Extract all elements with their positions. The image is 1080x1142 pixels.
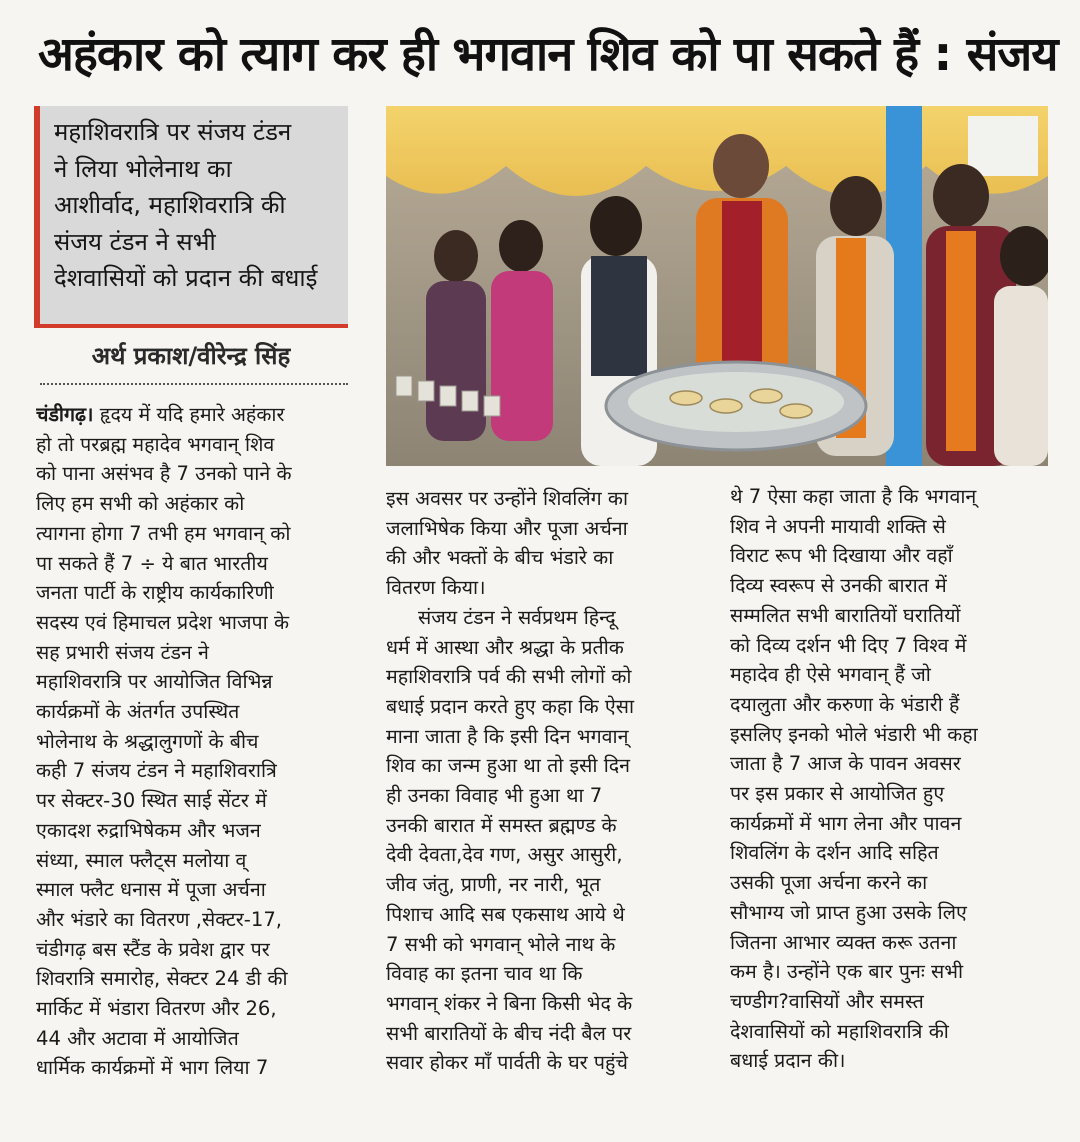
text-line: इसलिए इनको भोले भंडारी भी कहा xyxy=(730,722,978,746)
text-line: पिशाच आदि सब एकसाथ आये थे xyxy=(386,902,625,926)
deck-box xyxy=(34,106,348,326)
text-line: पर इस प्रकार से आयोजित हुए xyxy=(730,782,945,806)
text-line: स्माल फ्लैट धनास में पूजा अर्चना xyxy=(36,878,266,902)
text-line: बधाई प्रदान करते हुए कहा कि ऐसा xyxy=(386,694,635,718)
text-line: जीव जंतु, प्राणी, नर नारी, भूत xyxy=(386,873,601,897)
text-line: पर सेक्टर-30 स्थित साई सेंटर में xyxy=(36,789,267,813)
text-line: सम्मलित सभी बारातियों घरातियों xyxy=(730,603,961,627)
text-line: त्यागना होगा 7 तभी हम भगवान् को xyxy=(36,521,291,545)
text-line: बधाई प्रदान की। xyxy=(730,1049,846,1073)
text-line: को पाना असंभव है 7 उनको पाने के xyxy=(36,462,292,486)
text-line: पा सकते हैं 7 ÷ ये बात भारतीय xyxy=(36,551,268,575)
text-line: शिवलिंग के दर्शन आदि सहित xyxy=(730,841,939,865)
text-line: महाशिवरात्रि पर्व की सभी लोगों को xyxy=(386,665,632,689)
text-line: हो तो परब्रह्म महादेव भगवान् शिव xyxy=(36,432,275,456)
article-column-3 xyxy=(730,482,1048,1076)
article-column-2 xyxy=(386,484,700,1078)
deck-line: ने लिया भोलेनाथ का xyxy=(54,154,232,183)
text-line: थे 7 ऐसा कहा जाता है कि भगवान् xyxy=(730,485,977,508)
byline-divider xyxy=(40,383,348,385)
text-line: ही उनका विवाह भी हुआ था 7 xyxy=(386,784,603,808)
text-line: विराट रूप भी दिखाया और वहाँ xyxy=(730,544,953,568)
text-line: सभी बारातियों के बीच नंदी बैल पर xyxy=(386,1021,632,1045)
text-line: उसकी पूजा अर्चना करने का xyxy=(730,871,928,895)
text-line: जितना आभार व्यक्त करू उतना xyxy=(730,930,957,954)
text-line: को दिव्य दर्शन भी दिए 7 विश्व में xyxy=(730,633,967,657)
text-line: भोलेनाथ के श्रद्धालुगणों के बीच xyxy=(36,729,259,753)
text-line: धार्मिक कार्यक्रमों में भाग लिया 7 xyxy=(36,1056,269,1080)
text-line: देवी देवता,देव गण, असुर आसुरी, xyxy=(386,843,623,867)
text-line: सौभाग्य जो प्राप्त हुआ उसके लिए xyxy=(730,900,967,924)
news-photo xyxy=(386,106,1048,466)
text-line: जाता है 7 आज के पावन अवसर xyxy=(730,752,961,776)
text-span: हृदय में यदि हमारे अहंकार xyxy=(93,403,285,426)
text-line: दिव्य स्वरूप से उनकी बारात में xyxy=(730,574,947,598)
text-line xyxy=(36,400,352,430)
deck-divider xyxy=(34,324,348,328)
text-line: विवाह का इतना चाव था कि xyxy=(386,962,583,986)
text-line: कही 7 संजय टंडन ने महाशिवरात्रि xyxy=(36,759,277,783)
text-line: सदस्य एवं हिमाचल प्रदेश भाजपा के xyxy=(36,610,290,634)
text-line: उनकी बारात में समस्त ब्रह्मण्ड के xyxy=(386,813,617,837)
text-line: जनता पार्टी के राष्ट्रीय कार्यकारिणी xyxy=(36,581,274,605)
deck-line: संजय टंडन ने सभी xyxy=(54,227,216,256)
deck-line: देशवासियों को प्रदान की बधाई xyxy=(54,264,318,292)
deck-line: महाशिवरात्रि पर संजय टंडन xyxy=(54,118,292,146)
text-line: शिवरात्रि समारोह, सेक्टर 24 डी की xyxy=(36,967,288,991)
headline: अहंकार को त्याग कर ही भगवान शिव को पा सकते हैं : संजय xyxy=(38,27,1058,82)
text-line: लिए हम सभी को अहंकार को xyxy=(36,492,245,516)
window-light xyxy=(968,116,1038,176)
text-line: 44 और अटावा में आयोजित xyxy=(36,1026,239,1050)
text-line: चंडीगढ़ बस स्टैंड के प्रवेश द्वार पर xyxy=(36,937,270,961)
text-line: कार्यक्रमों में भाग लेना और पावन xyxy=(730,811,962,835)
text-line: इस अवसर पर उन्होंने शिवलिंग का xyxy=(386,487,629,510)
text-line: सह प्रभारी संजय टंडन ने xyxy=(36,640,209,664)
article-column-1 xyxy=(36,400,352,1083)
text-line: कम है। उन्होंने एक बार पुनः सभी xyxy=(730,960,964,984)
text-line: शिव ने अपनी मायावी शक्ति से xyxy=(730,514,946,538)
text-line: कार्यक्रमों के अंतर्गत उपस्थित xyxy=(36,700,240,724)
text-line: की और भक्तों के बीच भंडारे का xyxy=(386,546,614,570)
dateline: चंडीगढ़। xyxy=(36,403,94,426)
text-line: एकादश रुद्राभिषेकम और भजन xyxy=(36,818,261,842)
text-line: मार्किट में भंडारा वितरण और 26, xyxy=(36,997,277,1021)
text-line: वितरण किया। xyxy=(386,576,486,600)
text-line: धर्म में आस्था और श्रद्धा के प्रतीक xyxy=(386,635,624,659)
text-line: भगवान् शंकर ने बिना किसी भेद के xyxy=(386,991,633,1015)
text-line: दयालुता और करुणा के भंडारी हैं xyxy=(730,692,960,716)
text-line: सवार होकर माँ पार्वती के घर पहुंचे xyxy=(386,1051,628,1075)
text-line: संध्या, स्माल फ्लैट्स मलोया व् xyxy=(36,848,247,872)
text-line: शिव का जन्म हुआ था तो इसी दिन xyxy=(386,754,631,778)
text-line: जलाभिषेक किया और पूजा अर्चना xyxy=(386,516,628,540)
text-line: चण्डीग?वासियों और समस्त xyxy=(730,989,924,1013)
text-line: संजय टंडन ने सर्वप्रथम हिन्दू xyxy=(418,605,616,629)
text-line: माना जाता है कि इसी दिन भगवान् xyxy=(386,724,629,748)
text-line: महादेव ही ऐसे भगवान् हैं जो xyxy=(730,663,931,687)
byline: अर्थ प्रकाश/वीरेन्द्र सिंह xyxy=(91,342,291,370)
text-line: 7 सभी को भगवान् भोले नाथ के xyxy=(386,932,616,956)
text-line: और भंडारे का वितरण ,सेक्टर-17, xyxy=(36,907,283,931)
text-line: महाशिवरात्रि पर आयोजित विभिन्न xyxy=(36,670,273,694)
deck-line: आशीर्वाद, महाशिवरात्रि की xyxy=(54,191,286,219)
text-line: देशवासियों को महाशिवरात्रि की xyxy=(730,1019,949,1043)
